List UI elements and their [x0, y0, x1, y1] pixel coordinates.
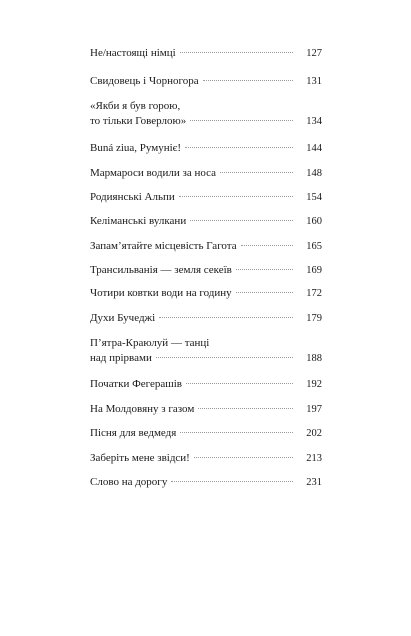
toc-page-number: 197 — [306, 404, 322, 415]
toc-entry-title: Buná ziua, Румуніє! — [90, 142, 182, 154]
toc-entry — [90, 475, 322, 490]
toc-entry — [90, 99, 322, 129]
toc-entry — [90, 451, 322, 466]
toc-page-number: 144 — [306, 143, 322, 154]
toc-entry-title: Початки Фегерашів — [90, 378, 183, 390]
dot-leader — [180, 432, 293, 433]
toc-page-number: 172 — [306, 288, 322, 299]
toc-page-number: 160 — [306, 216, 322, 227]
toc-page-number: 148 — [306, 168, 322, 179]
toc-entry — [90, 46, 322, 61]
toc-page-number: 127 — [306, 48, 322, 59]
dot-leader — [194, 457, 293, 458]
toc-page-number: 213 — [306, 453, 322, 464]
dot-leader — [241, 245, 293, 246]
toc-entry — [90, 311, 322, 326]
dot-leader — [198, 408, 293, 409]
toc-entry-title: Свидовець і Чорногора — [90, 75, 199, 87]
dot-leader — [190, 220, 293, 221]
dot-leader — [156, 357, 293, 358]
toc-entry — [90, 190, 322, 205]
toc-page-number: 131 — [306, 76, 322, 87]
toc-entry-title-continued: то тільки Говерлою» — [90, 115, 187, 127]
toc-page-number: 134 — [306, 116, 322, 127]
toc-entry-title: «Якби я був горою, — [90, 100, 181, 112]
toc-entry-title: Родиянські Альпи — [90, 191, 175, 203]
dot-leader — [236, 292, 293, 293]
toc-page-number: 202 — [306, 428, 322, 439]
toc-page-number: 192 — [306, 379, 322, 390]
toc-entry — [90, 286, 322, 301]
toc-entry-title: Мармароси водили за носа — [90, 167, 217, 179]
toc-entry — [90, 166, 322, 181]
toc-page-number: 179 — [306, 313, 322, 324]
toc-entry-title: Не/настоящі німці — [90, 47, 176, 59]
toc-entry — [90, 263, 322, 278]
dot-leader — [203, 80, 293, 81]
toc-entry-title: На Молдовяну з газом — [90, 403, 195, 415]
toc-entry-title-continued: над прірвами — [90, 352, 152, 364]
toc-entry-title: Слово на дорогу — [90, 476, 168, 488]
toc-entry-title: Келіманські вулкани — [90, 215, 187, 227]
dot-leader — [186, 383, 293, 384]
toc-page-number: 188 — [306, 353, 322, 364]
toc-entry-title: Трансильванія — земля секеїв — [90, 264, 232, 276]
toc-entry-title: П’ятра-Краюлуй — танці — [90, 337, 210, 349]
toc-entry — [90, 74, 322, 89]
dot-leader — [190, 120, 293, 121]
toc-entry-title: Запам’ятайте місцевість Гагота — [90, 240, 237, 252]
toc-entry — [90, 426, 322, 441]
toc-entry-title: Заберіть мене звідси! — [90, 452, 190, 464]
toc-page-number: 154 — [306, 192, 322, 203]
toc-page-number: 169 — [306, 265, 322, 276]
toc-page-number: 231 — [306, 477, 322, 488]
toc-entry — [90, 141, 322, 156]
toc-entry — [90, 239, 322, 254]
toc-entry-title: Духи Бучеджі — [90, 312, 156, 324]
toc-entry — [90, 214, 322, 229]
dot-leader — [220, 172, 293, 173]
dot-leader — [236, 269, 293, 270]
toc-entry — [90, 402, 322, 417]
toc-entry-title: Чотири ковтки води на годину — [90, 287, 232, 299]
toc-entry-title: Пісня для ведмедя — [90, 427, 177, 439]
toc-entry — [90, 336, 322, 366]
dot-leader — [159, 317, 293, 318]
dot-leader — [171, 481, 293, 482]
dot-leader — [185, 147, 293, 148]
toc-page-number: 165 — [306, 241, 322, 252]
dot-leader — [179, 196, 293, 197]
toc-entry — [90, 377, 322, 392]
dot-leader — [180, 52, 293, 53]
